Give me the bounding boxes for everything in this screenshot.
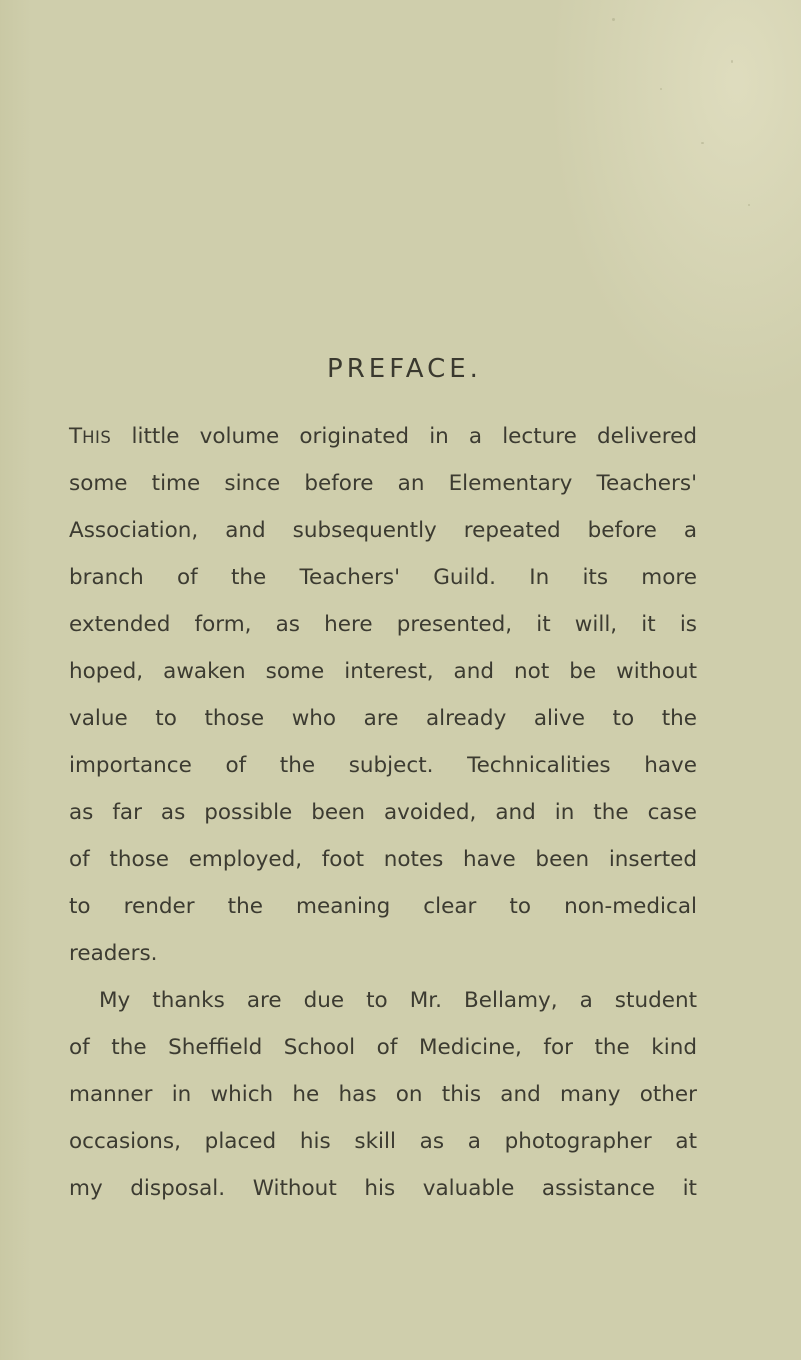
text-line: my disposal. Without his valuable assistance it — [69, 1176, 697, 1201]
page-title: PREFACE. — [327, 354, 482, 384]
text-line: Association, and subsequently repeated before a — [69, 518, 697, 543]
paragraph-1 — [69, 413, 697, 977]
text-line: hoped, awaken some interest, and not be without — [69, 659, 697, 684]
text-line: of those employed, foot notes have been inserted — [69, 847, 697, 872]
paper-speck — [612, 18, 615, 21]
text-line: manner in which he has on this and many other — [69, 1082, 697, 1107]
paper-speck — [731, 60, 733, 63]
text-line: some time since before an Elementary Teachers' — [69, 471, 697, 496]
first-line-rest: little volume originated in a lecture delivered — [111, 424, 697, 449]
text-line: to render the meaning clear to non-medical — [69, 894, 697, 919]
text-line: value to those who are already alive to the — [69, 706, 697, 731]
text-line: branch of the Teachers' Guild. In its more — [69, 565, 697, 590]
small-caps-word: HIS — [82, 428, 112, 447]
paragraph-2 — [69, 977, 697, 1212]
text-line: of the Sheffield School of Medicine, for the kind — [69, 1035, 697, 1060]
text-line: occasions, placed his skill as a photographer at — [69, 1129, 697, 1154]
text-line-first — [69, 413, 697, 460]
text-line: importance of the subject. Technicalities have — [69, 753, 697, 778]
text-line: as far as possible been avoided, and in the case — [69, 800, 697, 825]
text-line: readers. — [69, 941, 158, 966]
drop-initial: T — [69, 424, 83, 449]
paper-speck — [748, 204, 750, 206]
text-line: extended form, as here presented, it will, it is — [69, 612, 697, 637]
paper-speck — [660, 88, 662, 90]
text-line: My thanks are due to Mr. Bellamy, a student — [99, 988, 697, 1013]
paper-speck — [701, 142, 704, 144]
